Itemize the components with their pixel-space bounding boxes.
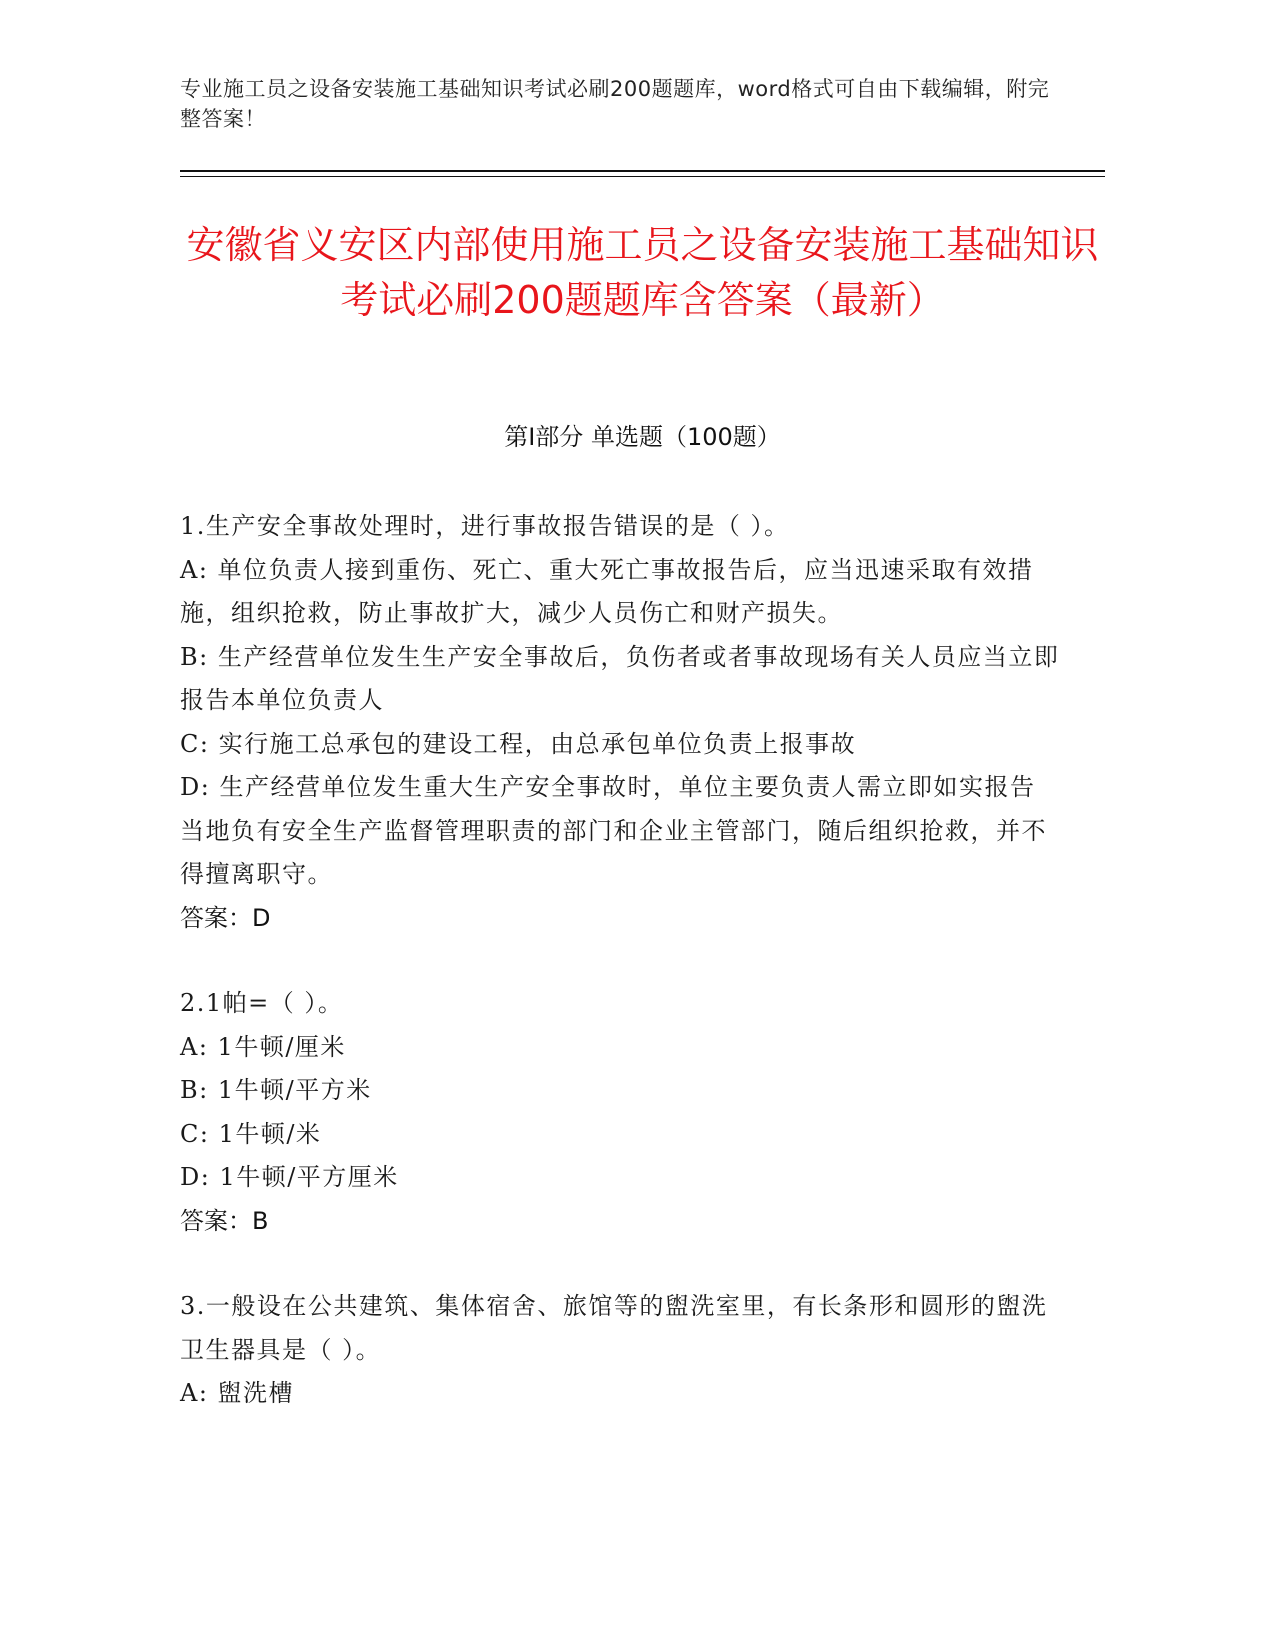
question-item: [180, 1285, 1060, 1416]
answer: 答案：D: [180, 903, 271, 932]
option-a: A: 单位负责人接到重伤、死亡、重大死亡事故报告后，应当迅速采取有效措施，组织抢救，防止事故扩大，减少人员伤亡和财产损失。: [180, 555, 1034, 627]
question-item: [180, 982, 1060, 1243]
question-stem: 2.1帕=（ ）。: [180, 989, 344, 1017]
option-b: B: 1牛顿/平方米: [180, 1076, 372, 1104]
header-divider-thin: [180, 176, 1105, 177]
option-a: A: 1牛顿/厘米: [180, 1032, 346, 1061]
document-title: 安徽省义安区内部使用施工员之设备安装施工基础知识考试必刷200题题库含答案（最新）: [186, 223, 1099, 322]
option-b: B: 生产经营单位发生生产安全事故后，负伤者或者事故现场有关人员应当立即报告本单位负责人: [180, 642, 1060, 714]
answer: 答案：B: [180, 1206, 269, 1235]
header-note: 专业施工员之设备安装施工基础知识考试必刷200题题库，word格式可自由下载编辑，附完整答案！: [180, 77, 1050, 131]
option-c: C: 1牛顿/米: [180, 1119, 322, 1148]
question-stem: 3.一般设在公共建筑、集体宿舍、旅馆等的盥洗室里，有长条形和圆形的盥洗卫生器具是（ ）。: [180, 1292, 1048, 1364]
header-divider-thick: [180, 170, 1105, 172]
option-d: D: 生产经营单位发生重大生产安全事故时，单位主要负责人需立即如实报告当地负有安全生产监督管理职责的部门和企业主管部门，随后组织抢救，并不得擅离职守。: [180, 773, 1047, 888]
question-stem: 1.生产安全事故处理时，进行事故报告错误的是（ ）。: [180, 512, 790, 540]
option-d: D: 1牛顿/平方厘米: [180, 1163, 399, 1191]
question-item: [180, 505, 1060, 940]
option-a: A: 盥洗槽: [180, 1379, 295, 1407]
option-c: C: 实行施工总承包的建设工程，由总承包单位负责上报事故: [180, 729, 857, 758]
section-heading: 第I部分 单选题（100题）: [504, 423, 781, 451]
question-list: [180, 505, 1060, 1458]
